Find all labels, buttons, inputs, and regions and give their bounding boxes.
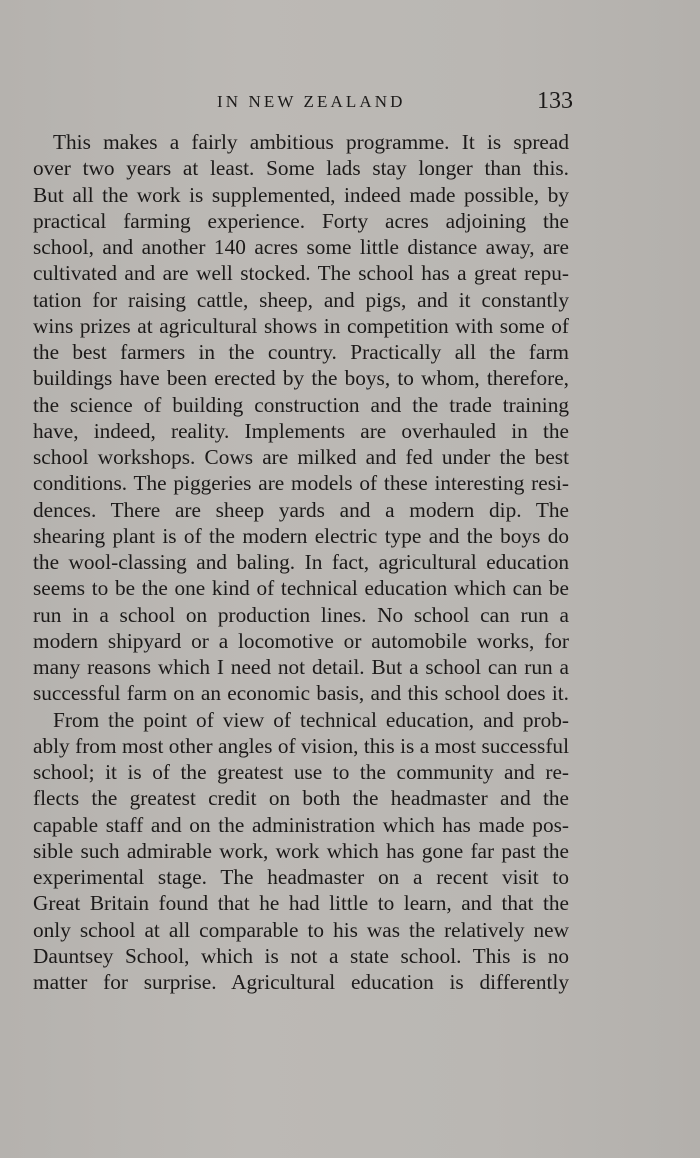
text-line: modern shipyard or a locomotive or automobile works, for: [33, 628, 569, 653]
text-line: From the point of view of technical education, and prob-: [53, 707, 569, 732]
text-line: shearing plant is of the modern electric type and the boys do: [33, 523, 569, 548]
text-line: only school at all comparable to his was the relatively new: [33, 917, 569, 942]
page-number: 133: [537, 88, 573, 114]
text-line: tation for raising cattle, sheep, and pigs, and it constantly: [33, 287, 569, 312]
running-head: [0, 88, 700, 118]
text-line: matter for surprise. Agricultural education is differently: [33, 970, 569, 994]
text-line: run in a school on production lines. No school can run a: [33, 602, 569, 627]
text-line: buildings have been erected by the boys, to whom, therefore,: [33, 366, 569, 391]
text-line: seems to be the one kind of technical education which can be: [33, 576, 569, 601]
text-line: Great Britain found that he had little to learn, and that the: [33, 891, 569, 916]
text-line: Dauntsey School, which is not a state school. This is no: [33, 943, 569, 968]
text-line: have, indeed, reality. Implements are overhauled in the: [33, 418, 569, 443]
running-title: IN NEW ZEALAND: [217, 92, 406, 111]
text-line: cultivated and are well stocked. The school has a great repu-: [33, 261, 569, 286]
text-line: But all the work is supplemented, indeed made possible, by: [33, 182, 569, 207]
body-text: [33, 129, 569, 995]
text-line: capable staff and on the administration which has made pos-: [33, 812, 569, 837]
text-line: experimental stage. The headmaster on a recent visit to: [33, 865, 569, 889]
text-line: sible such admirable work, work which has gone far past the: [33, 838, 569, 863]
text-line: This makes a fairly ambitious programme. It is spread: [53, 130, 569, 154]
text-line: over two years at least. Some lads stay longer than this.: [33, 156, 569, 181]
text-line: many reasons which I need not detail. But a school can run a: [33, 655, 569, 679]
text-line: school, and another 140 acres some little distance away, are: [33, 235, 569, 259]
text-line: conditions. The piggeries are models of these interesting resi-: [33, 471, 569, 496]
text-line: the science of building construction and the trade training: [33, 392, 569, 417]
text-line: wins prizes at agricultural shows in competition with some of: [33, 313, 569, 338]
text-line: the wool-classing and baling. In fact, agricultural education: [33, 550, 569, 574]
text-line: flects the greatest credit on both the headmaster and the: [33, 786, 569, 811]
text-line: the best farmers in the country. Practically all the farm: [33, 340, 569, 364]
text-line: practical farming experience. Forty acres adjoining the: [33, 208, 569, 233]
text-line: school workshops. Cows are milked and fed under the best: [33, 445, 569, 469]
text-line: school; it is of the greatest use to the community and re-: [33, 760, 569, 784]
text-line: successful farm on an economic basis, and this school does it.: [33, 681, 569, 706]
text-line: dences. There are sheep yards and a modern dip. The: [33, 497, 569, 522]
text-line: ably from most other angles of vision, this is a most successful: [33, 733, 569, 758]
